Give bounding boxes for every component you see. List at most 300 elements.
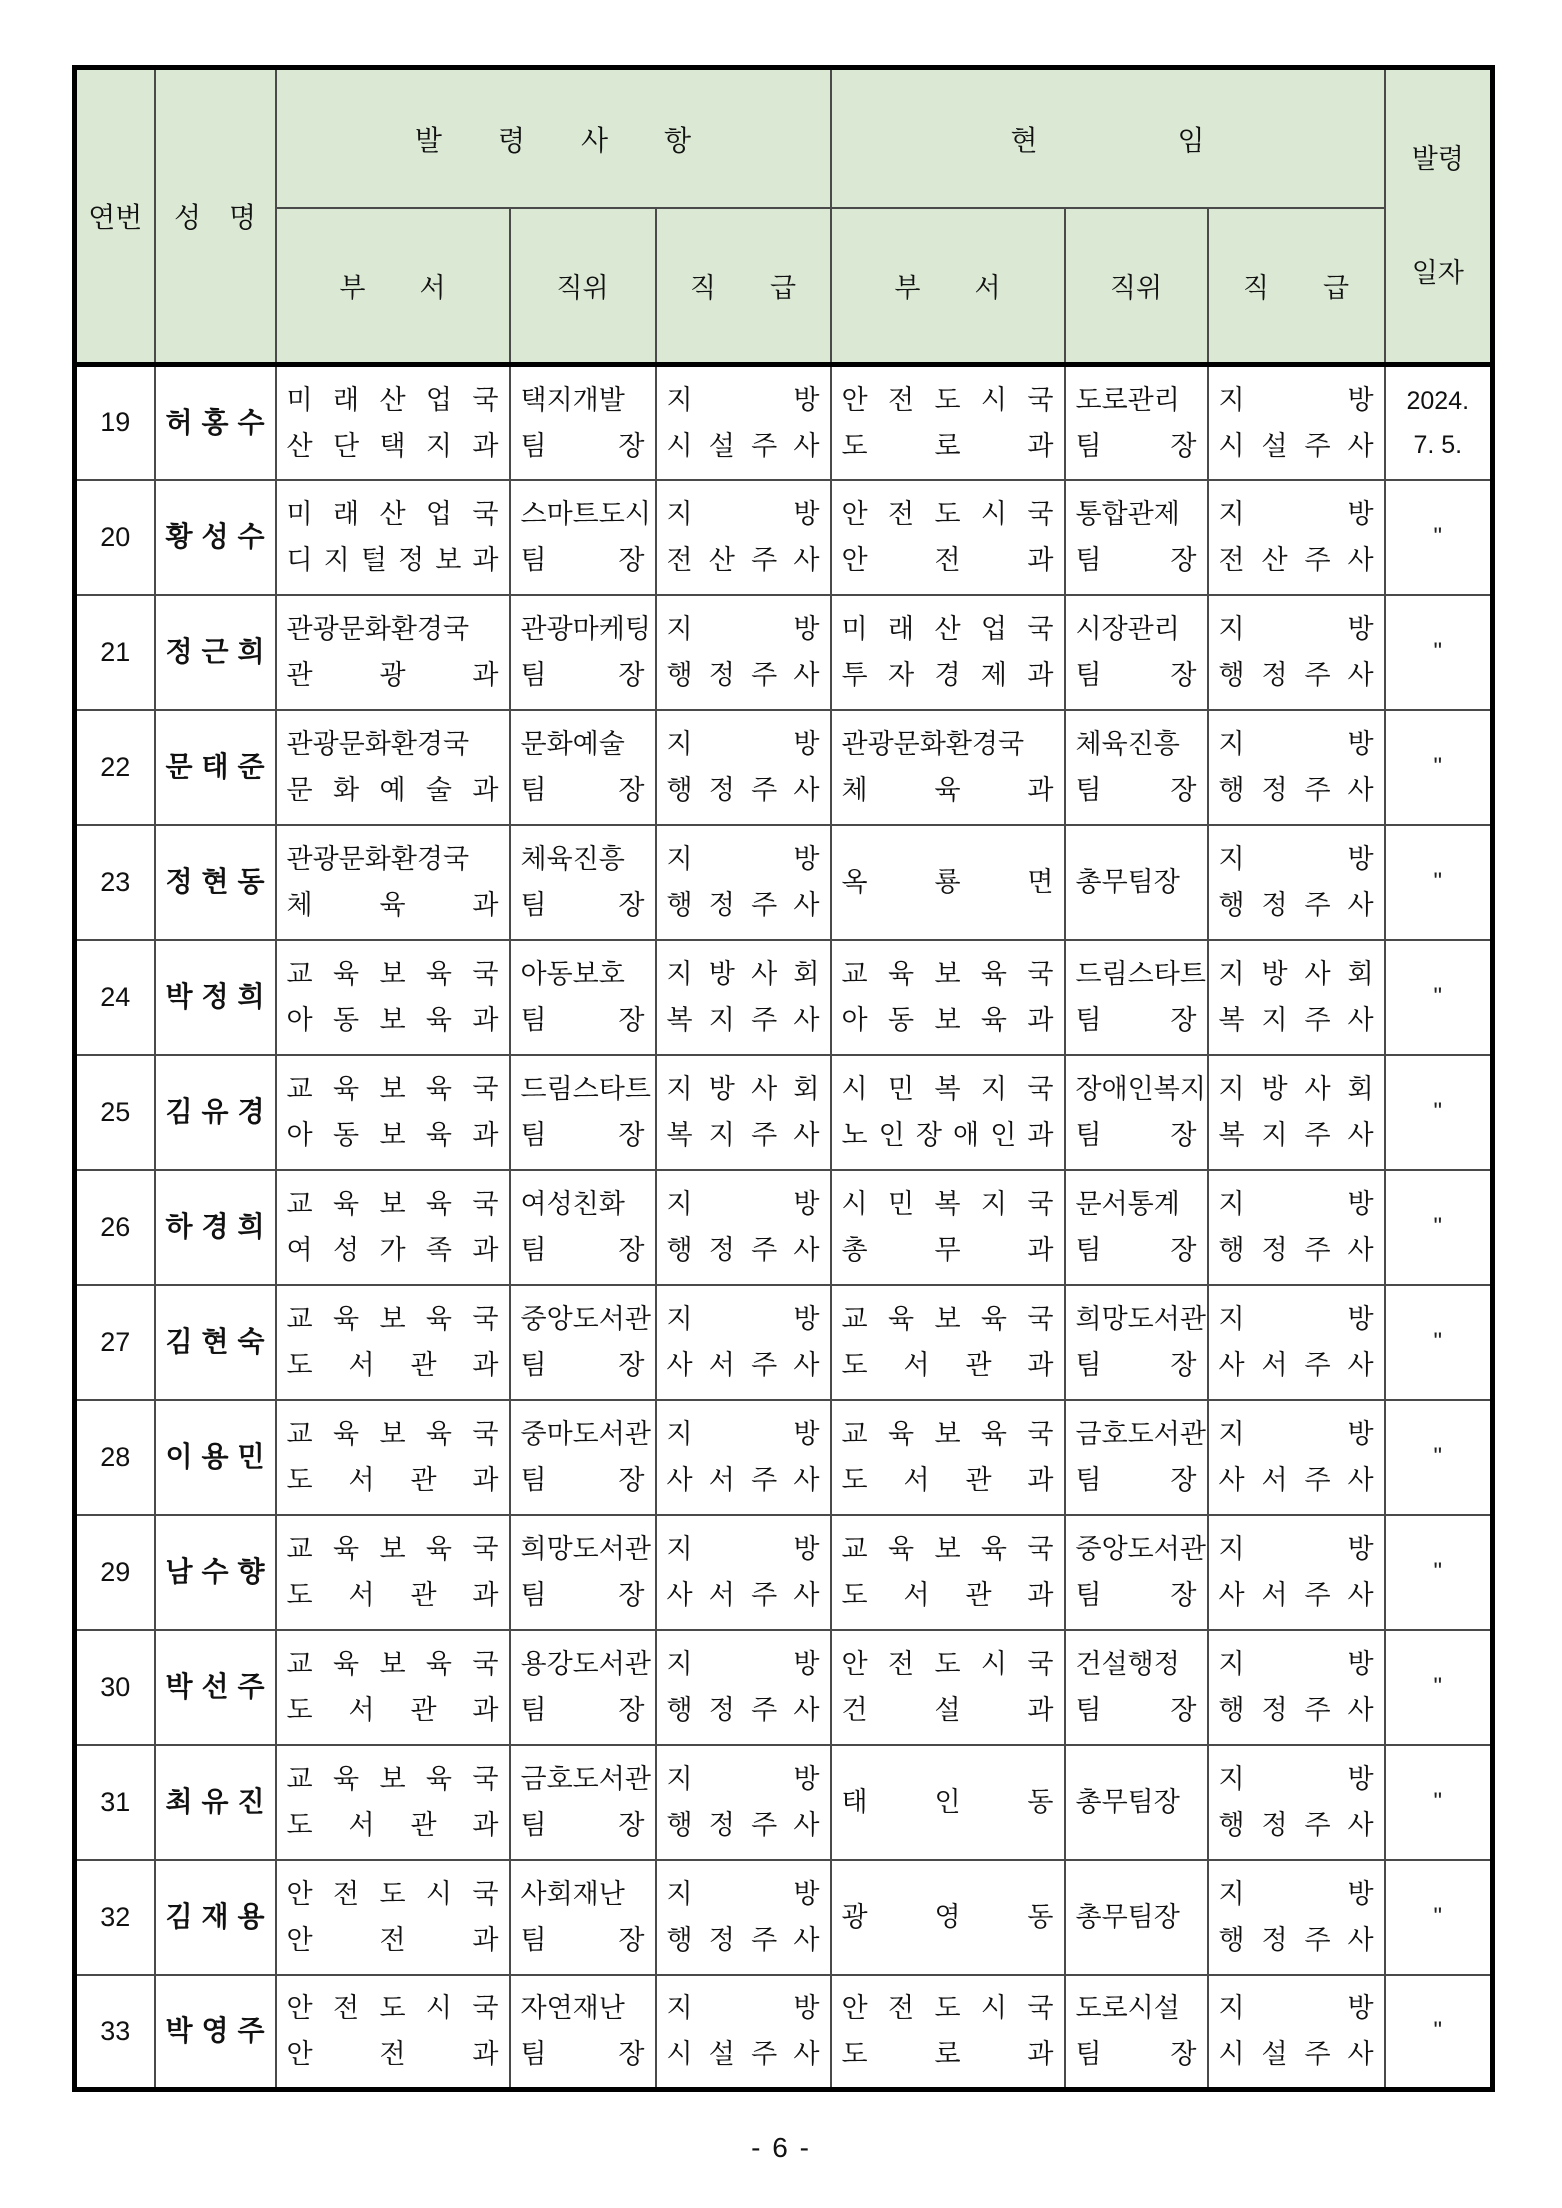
cell-appt-dept-content	[277, 942, 509, 1053]
cell-serial	[75, 365, 155, 480]
cell-curr-rank	[1208, 710, 1385, 825]
cell-curr-position	[1065, 1630, 1208, 1745]
serial-number: 19	[100, 407, 131, 438]
cell-appt-position	[510, 1630, 656, 1745]
person-name: 남 수 향	[165, 1556, 265, 1587]
cell-name	[155, 1285, 276, 1400]
cell-name-content	[156, 1862, 275, 1973]
text-line: 중앙도서관	[520, 1304, 651, 1334]
cell-date-content	[1386, 1172, 1491, 1283]
cell-curr-position	[1065, 365, 1208, 480]
text-line: 팀 장	[1075, 1120, 1197, 1150]
cell-date	[1385, 1285, 1493, 1400]
table-row	[75, 1515, 1493, 1630]
text-line: 복 지 주 사	[1218, 1005, 1374, 1035]
serial-number: 25	[100, 1096, 131, 1127]
cell-curr-dept-content	[832, 597, 1064, 708]
cell-curr-rank-content	[1209, 597, 1384, 708]
text-line: 체육진흥	[1075, 729, 1180, 759]
serial-number: 32	[100, 1901, 131, 1932]
text-line: 시 설 주 사	[1218, 430, 1374, 461]
text-line: 팀 장	[1075, 1465, 1197, 1495]
text-line: 교 육 보 육 국	[286, 1304, 499, 1334]
cell-date-content	[1386, 1632, 1491, 1743]
table-row	[75, 1975, 1493, 2090]
text-line: 안 전 과	[841, 545, 1054, 575]
person-name: 김 유 경	[165, 1096, 265, 1127]
cell-appt-rank	[656, 825, 831, 940]
cell-curr-rank-content	[1209, 1287, 1384, 1398]
cell-appt-rank	[656, 480, 831, 595]
table-row	[75, 365, 1493, 480]
cell-name	[155, 1630, 276, 1745]
cell-appt-rank-content	[657, 1172, 830, 1283]
cell-appt-dept-content	[277, 1632, 509, 1743]
text-line: 드림스타트	[1075, 959, 1206, 989]
text-line: 노 인 장 애 인 과	[841, 1120, 1054, 1150]
cell-curr-position	[1065, 1055, 1208, 1170]
cell-appt-position-content	[511, 1517, 655, 1628]
table-header	[75, 68, 1493, 365]
text-line: 팀 장	[1075, 2039, 1197, 2070]
cell-curr-rank-content	[1209, 827, 1384, 938]
cell-appt-rank	[656, 1400, 831, 1515]
cell-serial-content	[77, 1057, 154, 1168]
cell-curr-dept	[831, 1285, 1065, 1400]
cell-curr-dept	[831, 1400, 1065, 1515]
cell-appt-position	[510, 1515, 656, 1630]
text-line: 지 방	[666, 384, 820, 415]
text-line: 행 정 주 사	[1218, 660, 1374, 690]
cell-curr-dept	[831, 1515, 1065, 1630]
cell-appt-position-content	[511, 942, 655, 1053]
cell-name	[155, 365, 276, 480]
cell-appt-dept	[276, 1170, 510, 1285]
text-line: 안 전 도 시 국	[841, 499, 1054, 529]
header-curr-dept: 부 서	[831, 208, 1065, 364]
text-line: 행 정 주 사	[1218, 1695, 1374, 1725]
cell-serial-content	[77, 1172, 154, 1283]
text-line: 팀 장	[1075, 1005, 1197, 1035]
cell-appt-rank	[656, 1515, 831, 1630]
text-line: 행 정 주 사	[666, 1810, 820, 1840]
cell-serial	[75, 480, 155, 595]
text-line: 용강도서관	[520, 1649, 651, 1679]
cell-curr-dept	[831, 1055, 1065, 1170]
cell-date	[1385, 365, 1493, 480]
cell-serial	[75, 1860, 155, 1975]
table-body	[75, 365, 1493, 2090]
cell-name	[155, 1055, 276, 1170]
person-name: 문 태 준	[165, 751, 265, 782]
text-line: 희망도서관	[1075, 1304, 1206, 1334]
cell-appt-position	[510, 825, 656, 940]
cell-appt-position	[510, 1975, 656, 2090]
cell-serial	[75, 1515, 155, 1630]
cell-curr-position	[1065, 1515, 1208, 1630]
text-line: 지 방	[1218, 844, 1374, 874]
cell-appt-position-content	[511, 1747, 655, 1858]
text-line: 행 정 주 사	[1218, 775, 1374, 805]
serial-number: 28	[100, 1441, 131, 1472]
cell-curr-dept-content	[832, 482, 1064, 593]
cell-date	[1385, 1860, 1493, 1975]
cell-curr-dept	[831, 710, 1065, 825]
text-line: 교 육 보 육 국	[841, 1419, 1054, 1449]
header-curr-position: 직위	[1065, 208, 1208, 364]
text-line: 팀 장	[1075, 660, 1197, 690]
text-line: 여성친화	[520, 1189, 625, 1219]
text-line: 여 성 가 족 과	[286, 1235, 499, 1265]
cell-curr-position-content	[1066, 712, 1207, 823]
cell-appt-rank	[656, 595, 831, 710]
table-row	[75, 1745, 1493, 1860]
text-line: 지 방	[666, 1304, 820, 1334]
cell-name	[155, 1400, 276, 1515]
text-line: 지 방	[666, 614, 820, 644]
cell-appt-position-content	[511, 827, 655, 938]
cell-date-content	[1386, 1287, 1491, 1398]
cell-name	[155, 1745, 276, 1860]
cell-appt-position	[510, 595, 656, 710]
text-line: 미 래 산 업 국	[286, 499, 499, 529]
cell-date-content	[1386, 712, 1491, 823]
cell-appt-rank-content	[657, 1517, 830, 1628]
cell-curr-rank-content	[1209, 1402, 1384, 1513]
text-line: 태 인 동	[841, 1787, 1054, 1817]
cell-date	[1385, 480, 1493, 595]
cell-curr-position-content	[1066, 1862, 1207, 1973]
text-line: 교 육 보 육 국	[286, 1764, 499, 1794]
header-group-row	[75, 68, 1493, 209]
text-line: 시 민 복 지 국	[841, 1189, 1054, 1219]
header-appointment-date	[1385, 68, 1493, 365]
cell-name-content	[156, 1287, 275, 1398]
cell-date	[1385, 1630, 1493, 1745]
text-line: 팀 장	[520, 1465, 645, 1495]
ditto-mark: "	[1433, 1213, 1443, 1240]
text-line: 시 설 주 사	[666, 2039, 820, 2070]
text-line: 아동보호	[520, 959, 625, 989]
text-line: 도 로 과	[841, 2039, 1054, 2070]
cell-curr-rank-content	[1209, 1172, 1384, 1283]
cell-name-content	[156, 1172, 275, 1283]
cell-curr-rank	[1208, 1975, 1385, 2090]
text-line: 교 육 보 육 국	[286, 959, 499, 989]
text-line: 지 방	[1218, 1764, 1374, 1794]
text-line: 팀 장	[520, 1120, 645, 1150]
text-line: 총 무 과	[841, 1235, 1054, 1265]
text-line: 팀 장	[520, 1005, 645, 1035]
person-name: 김 재 용	[165, 1901, 265, 1932]
text-line: 지 방	[1218, 1419, 1374, 1449]
cell-curr-rank	[1208, 1630, 1385, 1745]
cell-date	[1385, 825, 1493, 940]
text-line: 문서통계	[1075, 1189, 1180, 1219]
cell-appt-position-content	[511, 712, 655, 823]
person-name: 허 홍 수	[165, 406, 265, 438]
text-line: 장애인복지	[1075, 1074, 1206, 1104]
text-line: 행 정 주 사	[666, 1235, 820, 1265]
cell-name	[155, 1975, 276, 2090]
text-line: 교 육 보 육 국	[286, 1649, 499, 1679]
text-line: 팀 장	[520, 2039, 645, 2070]
text-line: 팀 장	[1075, 775, 1197, 805]
text-line: 시 민 복 지 국	[841, 1074, 1054, 1104]
text-line: 복 지 주 사	[666, 1120, 820, 1150]
cell-appt-dept	[276, 480, 510, 595]
person-name: 하 경 희	[165, 1211, 265, 1242]
cell-appt-rank	[656, 365, 831, 480]
cell-date	[1385, 1055, 1493, 1170]
ditto-mark: "	[1433, 753, 1443, 780]
cell-serial-content	[77, 1402, 154, 1513]
cell-serial-content	[77, 712, 154, 823]
table-row	[75, 1860, 1493, 1975]
cell-serial-content	[77, 1976, 154, 2087]
cell-date	[1385, 710, 1493, 825]
cell-serial-content	[77, 827, 154, 938]
header-date-line2: 일자	[1411, 258, 1464, 288]
cell-curr-rank	[1208, 825, 1385, 940]
person-name: 황 성 수	[165, 521, 265, 552]
cell-date-content	[1386, 942, 1491, 1053]
cell-appt-rank-content	[657, 1057, 830, 1168]
text-line: 도 로 과	[841, 430, 1054, 461]
cell-serial-content	[77, 597, 154, 708]
text-line: 미 래 산 업 국	[286, 384, 499, 415]
text-line: 행 정 주 사	[666, 660, 820, 690]
text-line: 교 육 보 육 국	[841, 959, 1054, 989]
text-line: 팀 장	[520, 890, 645, 920]
cell-curr-rank-content	[1209, 1057, 1384, 1168]
cell-name-content	[156, 712, 275, 823]
text-line: 지 방	[666, 844, 820, 874]
cell-serial	[75, 1400, 155, 1515]
text-line: 지 방	[666, 1534, 820, 1564]
cell-curr-position-content	[1066, 367, 1207, 478]
text-line: 팀 장	[520, 1350, 645, 1380]
cell-date	[1385, 1745, 1493, 1860]
cell-date	[1385, 1170, 1493, 1285]
cell-appt-dept-content	[277, 367, 509, 478]
cell-curr-position	[1065, 1975, 1208, 2090]
text-line: 관광문화환경국	[286, 729, 470, 759]
serial-number: 33	[100, 2015, 131, 2046]
cell-date-content	[1386, 597, 1491, 708]
header-appt-dept: 부 서	[276, 208, 510, 364]
text-line: 지 방	[1218, 729, 1374, 759]
cell-appt-dept	[276, 940, 510, 1055]
cell-appt-rank	[656, 1860, 831, 1975]
cell-appt-position	[510, 940, 656, 1055]
cell-curr-rank-content	[1209, 942, 1384, 1053]
text-line: 행 정 주 사	[666, 775, 820, 805]
text-line: 팀 장	[520, 1235, 645, 1265]
text-line: 교 육 보 육 국	[286, 1419, 499, 1449]
text-line: 지 방	[1218, 1304, 1374, 1334]
cell-curr-dept	[831, 940, 1065, 1055]
text-line: 지 방 사 회	[666, 959, 820, 989]
cell-appt-dept-content	[277, 1976, 509, 2087]
cell-name	[155, 595, 276, 710]
text-line: 금호도서관	[1075, 1419, 1206, 1449]
person-name: 김 현 숙	[165, 1326, 265, 1357]
cell-appt-dept-content	[277, 482, 509, 593]
text-line: 지 방	[1218, 614, 1374, 644]
cell-name	[155, 1170, 276, 1285]
cell-appt-position-content	[511, 1862, 655, 1973]
text-line: 안 전 도 시 국	[286, 1879, 499, 1909]
cell-appt-dept-content	[277, 827, 509, 938]
cell-appt-dept-content	[277, 597, 509, 708]
cell-appt-dept	[276, 825, 510, 940]
table-row	[75, 1170, 1493, 1285]
header-appointment-group: 발 령 사 항	[276, 68, 831, 209]
person-name: 정 근 희	[165, 636, 265, 667]
person-name: 최 유 진	[165, 1786, 265, 1817]
cell-serial	[75, 710, 155, 825]
cell-curr-position	[1065, 595, 1208, 710]
cell-appt-dept-content	[277, 1057, 509, 1168]
cell-name	[155, 1515, 276, 1630]
cell-appt-rank-content	[657, 597, 830, 708]
cell-curr-position	[1065, 940, 1208, 1055]
cell-curr-rank-content	[1209, 1632, 1384, 1743]
text-line: 사 서 주 사	[1218, 1350, 1374, 1380]
cell-date-content	[1386, 1057, 1491, 1168]
cell-curr-position-content	[1066, 1287, 1207, 1398]
serial-number: 30	[100, 1671, 131, 1702]
cell-curr-dept	[831, 1170, 1065, 1285]
cell-curr-rank	[1208, 1055, 1385, 1170]
cell-curr-dept-content	[832, 1057, 1064, 1168]
header-name: 성 명	[155, 68, 276, 365]
cell-appt-rank	[656, 1745, 831, 1860]
cell-curr-position-content	[1066, 1976, 1207, 2087]
cell-name-content	[156, 1976, 275, 2087]
cell-date-content	[1386, 367, 1491, 478]
cell-curr-dept-content	[832, 1862, 1064, 1973]
person-name: 박 영 주	[165, 2015, 265, 2047]
text-line: 행 정 주 사	[666, 890, 820, 920]
cell-appt-rank-content	[657, 712, 830, 823]
cell-appt-dept	[276, 1975, 510, 2090]
cell-appt-dept	[276, 1515, 510, 1630]
text-line: 행 정 주 사	[1218, 1810, 1374, 1840]
text-line: 미 래 산 업 국	[841, 614, 1054, 644]
cell-curr-rank	[1208, 1400, 1385, 1515]
ditto-mark: "	[1433, 1558, 1443, 1585]
text-line: 체 육 과	[841, 775, 1054, 805]
text-line: 팀 장	[520, 545, 645, 575]
text-line: 팀 장	[520, 1580, 645, 1610]
table-row	[75, 825, 1493, 940]
cell-curr-position	[1065, 1745, 1208, 1860]
cell-appt-rank-content	[657, 1287, 830, 1398]
text-line: 팀 장	[1075, 1350, 1197, 1380]
person-name: 박 선 주	[165, 1671, 265, 1702]
ditto-mark: "	[1433, 2017, 1443, 2045]
cell-serial-content	[77, 367, 154, 478]
cell-date-content	[1386, 1517, 1491, 1628]
cell-name-content	[156, 942, 275, 1053]
text-line: 복 지 주 사	[666, 1005, 820, 1035]
cell-appt-position-content	[511, 1057, 655, 1168]
text-line: 교 육 보 육 국	[286, 1189, 499, 1219]
text-line: 사 서 주 사	[666, 1465, 820, 1495]
ditto-mark: "	[1433, 983, 1443, 1010]
cell-curr-rank	[1208, 940, 1385, 1055]
cell-serial	[75, 1285, 155, 1400]
text-line: 아 동 보 육 과	[286, 1120, 499, 1150]
cell-curr-rank	[1208, 1515, 1385, 1630]
cell-date	[1385, 595, 1493, 710]
cell-name	[155, 825, 276, 940]
text-line: 관광문화환경국	[286, 844, 470, 874]
page-number: - 6 -	[751, 2132, 811, 2163]
cell-date-content	[1386, 827, 1491, 938]
text-line: 팀 장	[1075, 1235, 1197, 1265]
cell-appt-position	[510, 480, 656, 595]
text-line: 도 서 관 과	[286, 1695, 499, 1725]
cell-serial-content	[77, 1632, 154, 1743]
cell-appt-rank	[656, 1055, 831, 1170]
cell-name-content	[156, 1517, 275, 1628]
text-line: 지 방	[1218, 1534, 1374, 1564]
cell-appt-rank	[656, 1285, 831, 1400]
cell-name-content	[156, 1057, 275, 1168]
header-serial: 연번	[75, 68, 155, 365]
cell-curr-dept-content	[832, 1402, 1064, 1513]
cell-name-content	[156, 367, 275, 478]
cell-name-content	[156, 482, 275, 593]
cell-name-content	[156, 1747, 275, 1858]
text-line: 시장관리	[1075, 614, 1180, 644]
text-line: 팀 장	[520, 430, 645, 461]
cell-date-content	[1386, 1976, 1491, 2087]
cell-date	[1385, 940, 1493, 1055]
cell-curr-rank	[1208, 1745, 1385, 1860]
text-line: 체 육 과	[286, 890, 499, 920]
text-line: 도 서 관 과	[841, 1580, 1054, 1610]
text-line: 관광마케팅	[520, 614, 651, 644]
date-text: 2024.	[1406, 386, 1470, 415]
header-sub-row	[75, 208, 1493, 364]
text-line: 전 산 주 사	[666, 545, 820, 575]
text-line: 지 방 사 회	[1218, 959, 1374, 989]
text-line: 도 서 관 과	[286, 1580, 499, 1610]
cell-serial	[75, 595, 155, 710]
cell-curr-rank	[1208, 480, 1385, 595]
cell-serial-content	[77, 1862, 154, 1973]
appointment-table	[72, 65, 1495, 2092]
cell-appt-position	[510, 1860, 656, 1975]
text-line: 도 서 관 과	[841, 1465, 1054, 1495]
text-line: 팀 장	[520, 775, 645, 805]
text-line: 도 서 관 과	[286, 1810, 499, 1840]
cell-appt-position-content	[511, 1976, 655, 2087]
serial-number: 26	[100, 1211, 131, 1242]
text-line: 스마트도시	[520, 499, 651, 529]
person-name: 박 정 희	[165, 981, 265, 1012]
cell-appt-rank	[656, 940, 831, 1055]
person-name: 정 현 동	[165, 866, 265, 897]
cell-appt-rank	[656, 710, 831, 825]
cell-appt-dept	[276, 1055, 510, 1170]
cell-serial	[75, 825, 155, 940]
text-line: 지 방	[1218, 384, 1374, 415]
